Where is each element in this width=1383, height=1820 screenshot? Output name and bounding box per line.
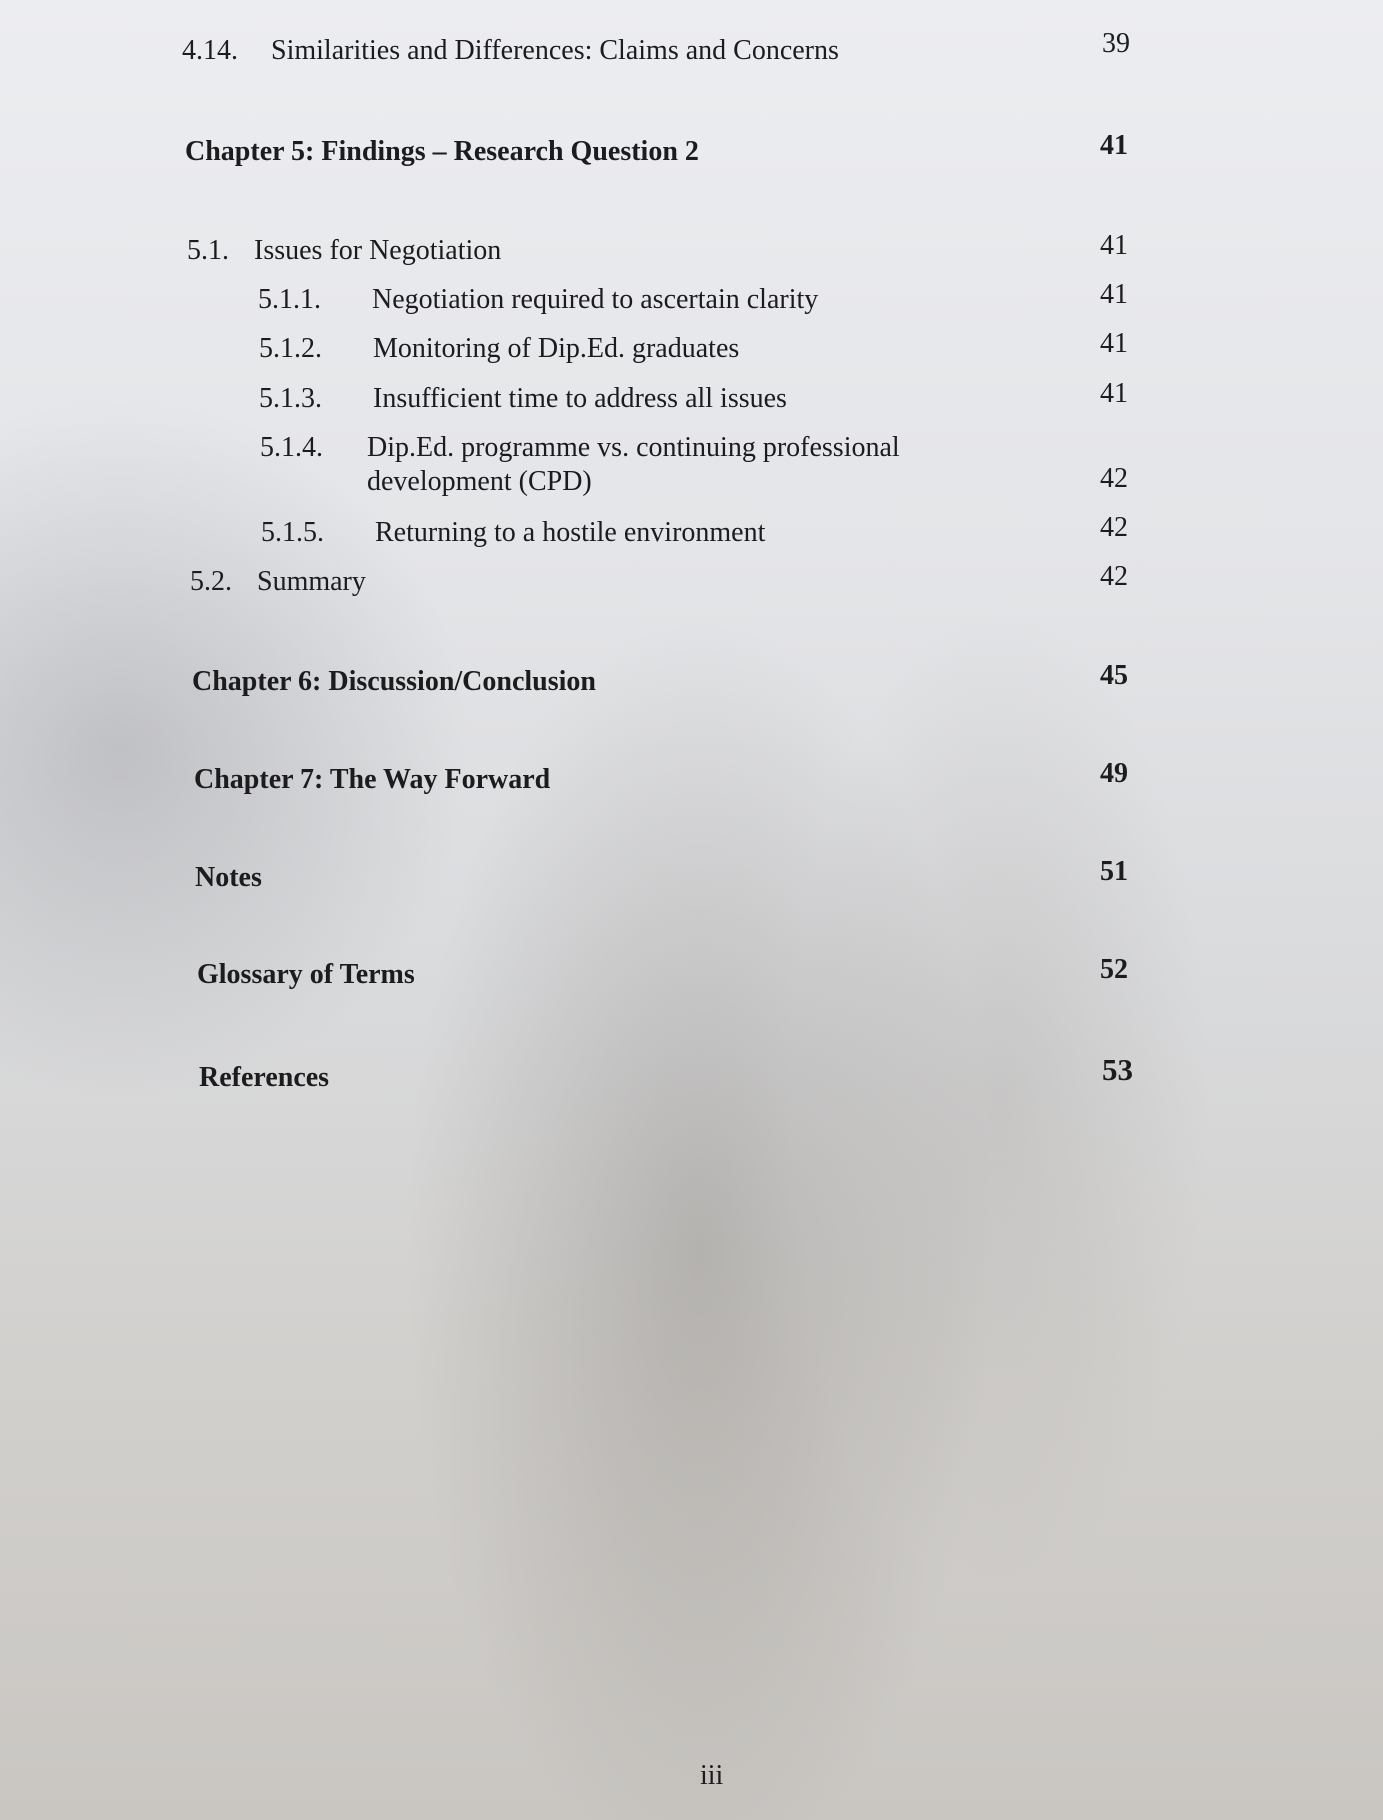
- toc-entry-title: Similarities and Differences: Claims and Concerns: [271, 35, 839, 66]
- toc-entry-title: Glossary of Terms: [197, 959, 415, 990]
- toc-entry: [190, 565, 366, 599]
- toc-entry-number: 5.1.5.: [261, 517, 324, 548]
- toc-subentry: [259, 332, 739, 366]
- toc-chapter-heading: [195, 861, 262, 895]
- page-number-footer: iii: [700, 1760, 724, 1791]
- toc-entry-page: 42: [1100, 463, 1128, 494]
- toc-entry-page: 42: [1100, 512, 1128, 543]
- toc-subentry: [261, 516, 765, 550]
- toc-entry-page: 49: [1100, 758, 1128, 789]
- toc-entry-number: 5.1.3.: [259, 383, 322, 414]
- toc-entry-page: 41: [1100, 230, 1128, 261]
- toc-subentry: [258, 283, 818, 317]
- toc-entry-page: 41: [1100, 130, 1128, 161]
- toc-entry-title: Chapter 6: Discussion/Conclusion: [192, 666, 597, 697]
- toc-entry-title: Monitoring of Dip.Ed. graduates: [373, 333, 740, 364]
- toc-entry-title: Summary: [257, 566, 366, 597]
- toc-entry-page: 41: [1100, 279, 1128, 310]
- toc-entry-title: Negotiation required to ascertain clarity: [372, 284, 819, 315]
- toc-entry-number: 5.1.1.: [258, 284, 321, 315]
- toc-chapter-heading: [185, 135, 699, 169]
- toc-chapter-heading: [199, 1061, 329, 1095]
- toc-entry-page: 42: [1100, 561, 1128, 592]
- toc-chapter-heading: [194, 763, 550, 797]
- toc-entry-number: 5.1.: [187, 235, 229, 266]
- toc-entry-title: Insufficient time to address all issues: [373, 383, 787, 414]
- toc-entry-number: 5.1.2.: [259, 333, 322, 364]
- toc-entry: [182, 34, 839, 68]
- toc-entry-page: 39: [1102, 28, 1130, 59]
- toc-entry-page: 41: [1100, 378, 1128, 409]
- toc-entry: [187, 234, 501, 268]
- toc-entry-title: Dip.Ed. programme vs. continuing professional development (CPD): [367, 432, 900, 497]
- toc-entry-number: 5.1.4.: [260, 432, 323, 463]
- toc-entry-title: Notes: [195, 862, 262, 893]
- toc-entry-number: 4.14.: [182, 35, 238, 66]
- toc-entry-page: 45: [1100, 660, 1128, 691]
- toc-subentry: [259, 382, 787, 416]
- toc-entry-page: 53: [1102, 1052, 1133, 1087]
- toc-entry-title: Returning to a hostile environment: [375, 517, 766, 548]
- toc-entry-title: Chapter 5: Findings – Research Question 2: [185, 136, 699, 167]
- toc-chapter-heading: [197, 958, 415, 992]
- toc-entry-title: Chapter 7: The Way Forward: [194, 764, 551, 795]
- toc-entry-page: 51: [1100, 856, 1128, 887]
- toc-entry-page: 52: [1100, 954, 1128, 985]
- toc-chapter-heading: [192, 665, 596, 699]
- toc-entry-number: 5.2.: [190, 566, 232, 597]
- toc-entry-page: 41: [1100, 328, 1128, 359]
- toc-entry-title: Issues for Negotiation: [254, 235, 502, 266]
- toc-subentry: [260, 431, 367, 465]
- toc-entry-title: References: [199, 1062, 330, 1093]
